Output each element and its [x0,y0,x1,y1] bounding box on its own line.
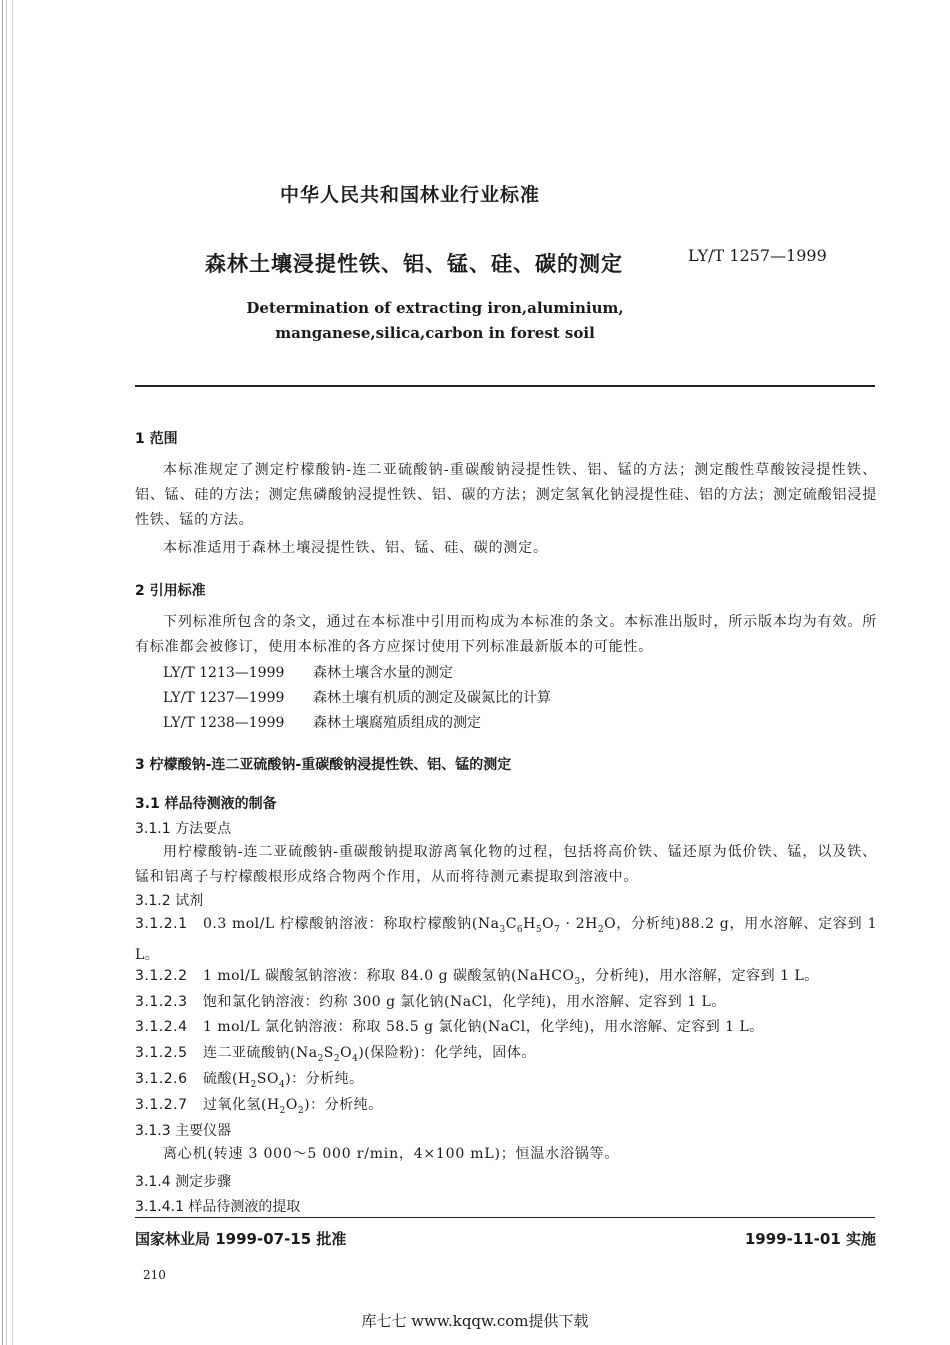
subscript: 3 [499,924,506,935]
reagent-text: 0.3 mol/L 柠檬酸钠溶液：称取柠檬酸钠(Na [203,916,500,932]
section-3-1-1-heading: 3.1.1 方法要点 [135,821,232,837]
subscript: 7 [554,924,561,935]
reagent-text: O，分析纯)88.2 g，用水溶解、定容到 1 L。 [135,916,878,963]
reagent-text: )(保险粉)：化学纯，固体。 [358,1045,536,1061]
section-1-heading: 1 范围 [135,431,178,447]
reference-title: 森林土壤腐殖质组成的测定 [313,715,481,731]
section-1-paragraph-1: 本标准规定了测定柠檬酸钠-连二亚硫酸钠-重碳酸钠浸提性铁、铝、锰的方法；测定酸性草酸铵浸提性铁、铝、锰、硅的方法；测定焦磷酸钠浸提性铁、铝、碳的方法；测定氢氧化钠浸提性硅、铝的方法；测定硫酸铝浸提性铁、锰的方法。 [135,462,877,528]
section-3-heading: 3 柠檬酸钠-连二亚硫酸钠-重碳酸钠浸提性铁、铝、锰的测定 [135,757,512,773]
reference-title: 森林土壤有机质的测定及碳氮比的计算 [313,690,551,706]
title-english-line2: manganese,silica,carbon in forest soil [275,324,595,342]
title-english [240,296,630,346]
subscript: 4 [352,1053,359,1064]
section-3-1-4-1-heading: 3.1.4.1 样品待测液的提取 [135,1199,301,1215]
section-1-paragraph-2: 本标准适用于森林土壤浸提性铁、铝、锰、硅、碳的测定。 [163,540,548,556]
reference-item [163,712,481,732]
section-2-heading: 2 引用标准 [135,583,206,599]
subscript: 5 [535,924,543,935]
reagent-text: 过氧化氢(H [203,1097,280,1113]
reagent-text: )：分析纯。 [304,1097,383,1113]
reagent-text: 1 mol/L 碳酸氢钠溶液：称取 84.0 g 碳酸氢钠(NaHCO [203,968,575,984]
section-3-1-4-heading: 3.1.4 测定步骤 [135,1174,232,1190]
subscript: 6 [516,924,524,935]
reagent-text: O [542,916,555,932]
reagent-text: O [340,1045,353,1061]
subscript: 2 [279,1105,286,1116]
subscript: 4 [278,1079,286,1090]
section-3-1-3-heading: 3.1.3 主要仪器 [135,1123,232,1139]
reagent-text: SO [256,1071,279,1087]
subscript: 2 [333,1053,341,1064]
reagent-text: · 2H [560,916,598,932]
subscript: 2 [597,924,605,935]
subscript: 2 [250,1079,257,1090]
reagent-text: )：分析纯。 [285,1071,364,1087]
clause-number: 3.1.2.4 [135,1019,188,1035]
subscript: 2 [317,1053,324,1064]
clause-number: 3.1.2.6 [135,1071,188,1087]
download-watermark: 库七七 www.kqqw.com提供下载 [361,1312,589,1330]
subscript: 2 [297,1105,305,1116]
reagent-3-1-2-1 [135,912,877,968]
page-number: 210 [143,1268,166,1282]
reference-title: 森林土壤含水量的测定 [313,665,453,681]
reference-item [163,662,453,682]
clause-number: 3.1.2.2 [135,968,188,984]
section-3-1-1-paragraph: 用柠檬酸钠-连二亚硫酸钠-重碳酸钠提取游离氧化物的过程，包括将高价铁、锰还原为低价铁、锰，以及铁、锰和铝离子与柠檬酸根形成络合物两个作用，从而将待测元素提取到溶液中。 [135,844,877,885]
reference-code: LY/T 1237—1999 [163,690,285,706]
reagent-text: 饱和氯化钠溶液：约称 300 g 氯化钠(NaCl，化学纯)，用水溶解、定容到 1 L。 [203,994,726,1010]
standard-authority: 中华人民共和国林业行业标准 [279,184,540,206]
reference-code: LY/T 1213—1999 [163,665,285,681]
reagent-3-1-2-4 [135,1015,877,1040]
clause-number: 3.1.2.3 [135,994,188,1010]
reagent-text: 硫酸(H [203,1071,251,1087]
reagent-text: C [505,916,517,932]
section-3-1-heading: 3.1 样品待测液的制备 [135,796,277,812]
reagent-3-1-2-7 [135,1093,877,1124]
clause-number: 3.1.2.7 [135,1097,188,1113]
reagent-text: 连二亚硫酸钠(Na [203,1045,318,1061]
clause-number: 3.1.2.1 [135,916,188,932]
header-rule [135,385,875,387]
title-chinese: 森林土壤浸提性铁、铝、锰、硅、碳的测定 [205,252,623,276]
reagent-text: ，分析纯)，用水溶解，定容到 1 L。 [580,968,819,984]
section-2-paragraph: 下列标准所包含的条文，通过在本标准中引用而构成为本标准的条文。本标准出版时，所示版本均为有效。所有标准都会被修订，使用本标准的各方应探讨使用下列标准最新版本的可能性。 [135,614,877,655]
implementation-date: 1999-11-01 实施 [744,1230,876,1248]
reagent-text: O [285,1097,298,1113]
reagent-text: S [323,1045,334,1061]
section-3-1-2-heading: 3.1.2 试剂 [135,893,204,909]
title-english-line1: Determination of extracting iron,aluminium, [246,299,624,317]
subscript: 3 [574,976,581,987]
clause-number: 3.1.2.5 [135,1045,188,1061]
footer-rule [135,1217,875,1218]
reagent-3-1-2-3 [135,990,877,1015]
approval-date: 国家林业局 1999-07-15 批准 [135,1230,347,1248]
reference-code: LY/T 1238—1999 [163,715,285,731]
standard-code: LY/T 1257—1999 [688,246,827,265]
section-3-1-3-paragraph: 离心机(转速 3 000～5 000 r/min，4×100 mL)；恒温水浴锅等。 [163,1146,620,1162]
reference-item [163,687,551,707]
reagent-text: 1 mol/L 氯化钠溶液：称取 58.5 g 氯化钠(NaCl，化学纯)，用水溶解、定容到 1 L。 [203,1019,764,1035]
reagent-text: H [523,916,536,932]
